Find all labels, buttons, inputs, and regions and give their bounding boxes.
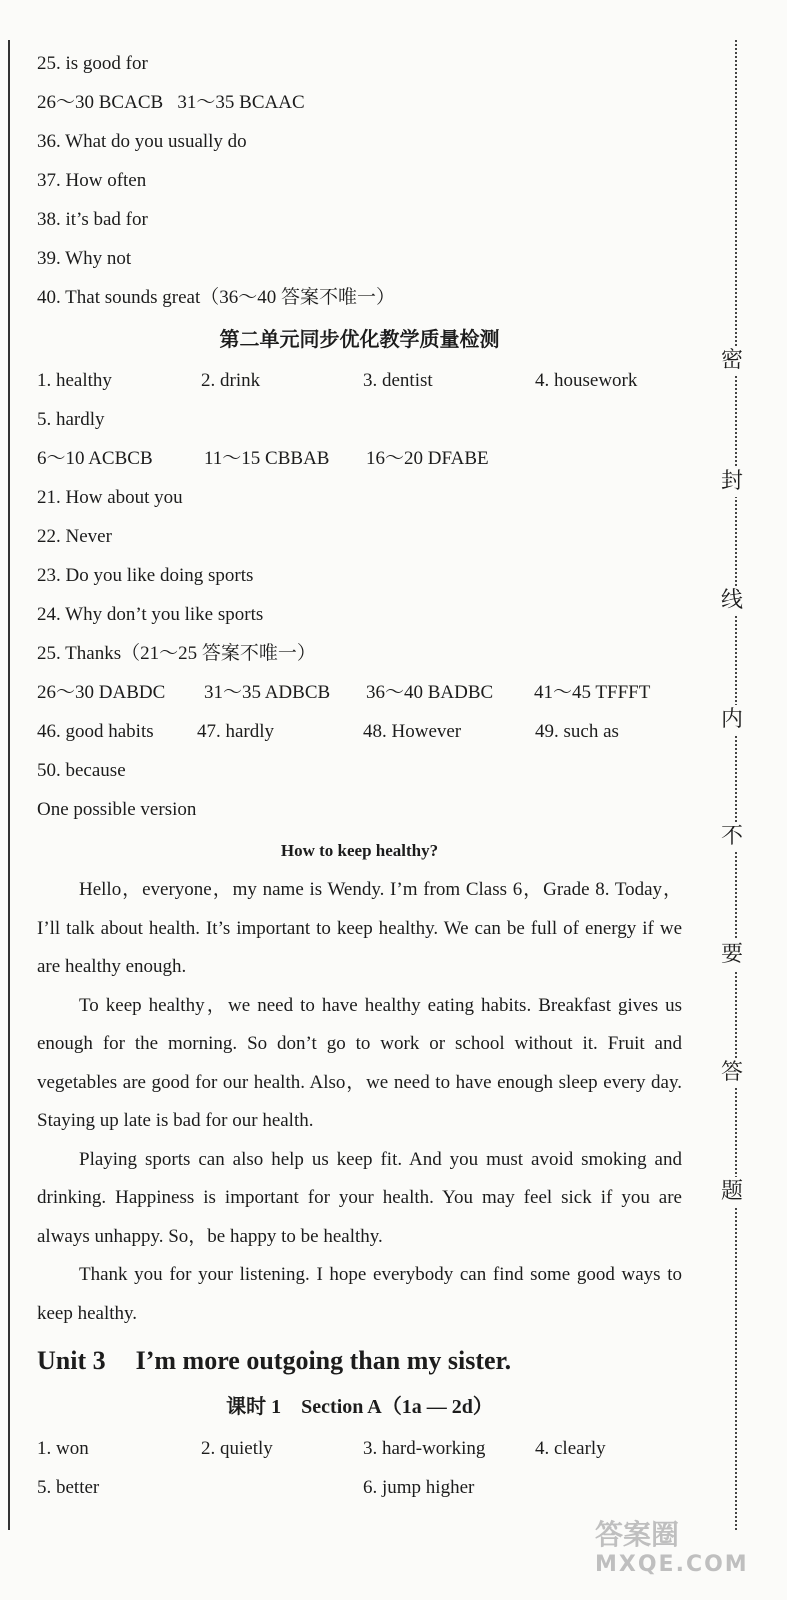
answer-cell: 2. quietly: [201, 1438, 273, 1459]
answer-line: 24. Why don’t you like sports: [37, 604, 264, 625]
answer-line: 25. is good for: [37, 53, 148, 74]
unit-title: [37, 1337, 682, 1385]
answer-cell: 2. drink: [201, 370, 261, 391]
answer-cell: 6. jump higher: [363, 1477, 475, 1498]
answer-line: 39. Why not: [37, 248, 132, 269]
side-char-5: 不: [712, 822, 752, 852]
answer-line: 5. hardly: [37, 409, 105, 430]
answer-cell: 31～35 ADBCB: [204, 682, 331, 703]
answer-cell: 4. clearly: [535, 1438, 606, 1459]
answer-cell: 49. such as: [535, 721, 619, 742]
side-char-1: 密: [712, 346, 752, 376]
left-margin-rule: [8, 40, 10, 1530]
answer-line: 40. That sounds great（36～40 答案不唯一）: [37, 287, 395, 308]
answer-cell: 3. hard-working: [363, 1438, 486, 1459]
unit-number: Unit 3: [37, 1346, 106, 1375]
essay-paragraph: Playing sports can also help us keep fit. And you must avoid smoking and drinking. Happiness is important for your health. You may feel sick if you are always unhappy. So，be happy to be healthy.: [37, 1148, 682, 1247]
answer-cell: 41～45 TFFFT: [534, 682, 651, 703]
version-label: One possible version: [37, 799, 197, 820]
side-char-7: 答: [712, 1058, 752, 1088]
binding-dotted-line: [735, 40, 737, 1530]
watermark-text: 答案圈: [595, 1518, 680, 1551]
answer-line: 25. Thanks（21～25 答案不唯一）: [37, 643, 316, 664]
answer-cell: 48. However: [363, 721, 462, 742]
answer-cell: 1. won: [37, 1438, 89, 1459]
answer-cell: 4. housework: [535, 370, 638, 391]
answer-row: [37, 1468, 682, 1507]
side-char-4: 内: [712, 705, 752, 735]
watermark-url: MXQE.COM: [595, 1552, 749, 1577]
essay-title: How to keep healthy?: [280, 841, 439, 860]
answer-line: 22. Never: [37, 526, 112, 547]
answer-cell: 26～30 DABDC: [37, 682, 166, 703]
answer-cell: 3. dentist: [363, 370, 433, 391]
essay-paragraph: Thank you for your listening. I hope everybody can find some good ways to keep healthy.: [37, 1264, 682, 1324]
answer-row: [37, 361, 682, 400]
answer-row: [37, 673, 682, 712]
side-char-3: 线: [712, 586, 752, 616]
answer-cell: 5. better: [37, 1477, 100, 1498]
answer-cell: 36～40 BADBC: [366, 682, 494, 703]
answer-cell: 11～15 CBBAB: [204, 448, 330, 469]
answer-line: 38. it’s bad for: [37, 209, 148, 230]
answer-line: 37. How often: [37, 170, 147, 191]
essay-paragraph: Hello，everyone，my name is Wendy. I’m from Class 6，Grade 8. Today，I’ll talk about health. It’s important to keep healthy. We can be full of energy if we are healthy enough.: [37, 879, 682, 977]
unit-name: I’m more outgoing than my sister.: [135, 1346, 512, 1375]
side-char-8: 题: [712, 1177, 752, 1207]
answer-cell: 47. hardly: [197, 721, 275, 742]
answer-line: 26～30 BCACB 31～35 BCAAC: [37, 92, 305, 113]
section-heading: 第二单元同步优化教学质量检测: [219, 327, 500, 351]
answer-cell: 6～10 ACBCB: [37, 448, 153, 469]
answer-cell: 16～20 DFABE: [366, 448, 489, 469]
answer-line: 21. How about you: [37, 487, 183, 508]
answer-line: 23. Do you like doing sports: [37, 565, 254, 586]
side-char-2: 封: [712, 467, 752, 497]
answer-line: 36. What do you usually do: [37, 131, 247, 152]
answer-row: [37, 439, 682, 478]
lesson-heading: 课时 1 Section A（1a — 2d）: [226, 1396, 493, 1418]
answer-row: [37, 712, 682, 751]
answer-row: [37, 1429, 682, 1468]
essay-paragraph: To keep healthy，we need to have healthy eating habits. Breakfast gives us enough for the morning. So don’t go to work or school without it. Fruit and vegetables are good for our health. Also，we need to have enough sleep every day. Staying up late is bad for our health.: [37, 994, 682, 1131]
main-content: [37, 44, 682, 1507]
answer-cell: [201, 1468, 363, 1507]
answer-line: 50. because: [37, 760, 126, 781]
answer-cell: 46. good habits: [37, 721, 154, 742]
answer-cell: 1. healthy: [37, 370, 112, 391]
site-watermark: [595, 1520, 749, 1580]
side-char-6: 要: [712, 940, 752, 970]
